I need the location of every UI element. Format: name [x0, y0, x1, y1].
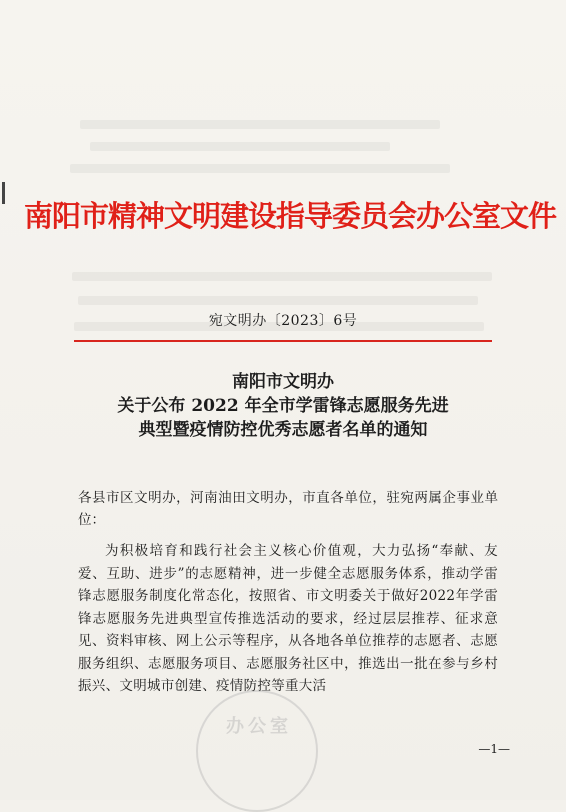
document-addressee: 各县市区文明办，河南油田文明办，市直各单位，驻宛两属企事业单位： — [78, 490, 498, 528]
show-through-line — [90, 142, 390, 151]
document-subject — [40, 370, 526, 442]
scan-margin-mark — [2, 182, 5, 204]
subject-line-3: 典型暨疫情防控优秀志愿者名单的通知 — [138, 420, 428, 440]
subject-line-2: 关于公布 2022 年全市学雷锋志愿服务先进 — [117, 396, 449, 416]
document-header-title: 南阳市精神文明建设指导委员会办公室文件 — [24, 199, 557, 233]
faint-seal-text: 办公室 — [226, 716, 292, 737]
show-through-line — [70, 164, 450, 173]
show-through-line — [78, 296, 478, 305]
document-number: 宛文明办〔2023〕6号 — [208, 313, 358, 329]
subject-line-1: 南阳市文明办 — [232, 372, 334, 392]
show-through-line — [80, 120, 440, 129]
show-through-line — [72, 272, 492, 281]
body-paragraph: 为积极培育和践行社会主义核心价值观，大力弘扬“奉献、友爱、互助、进步”的志愿精神，进一步健全志愿服务体系，推动学雷锋志愿服务制度化常态化，按照省、市文明委关于做好2022年学雷锋志愿服务先进典型宣传推选活动的要求，经过层层推荐、征求意见、资料审核、网上公示等程序，从各地各单位推荐的志愿者、志愿服务组织、志愿服务项目、志愿服务社区中，推选出一批在参与乡村振兴、文明城市创建、疫情防控等重大活 — [78, 543, 498, 694]
faint-seal-stamp — [196, 690, 318, 812]
red-divider-rule — [74, 340, 492, 342]
page-number: —1— — [478, 742, 510, 756]
